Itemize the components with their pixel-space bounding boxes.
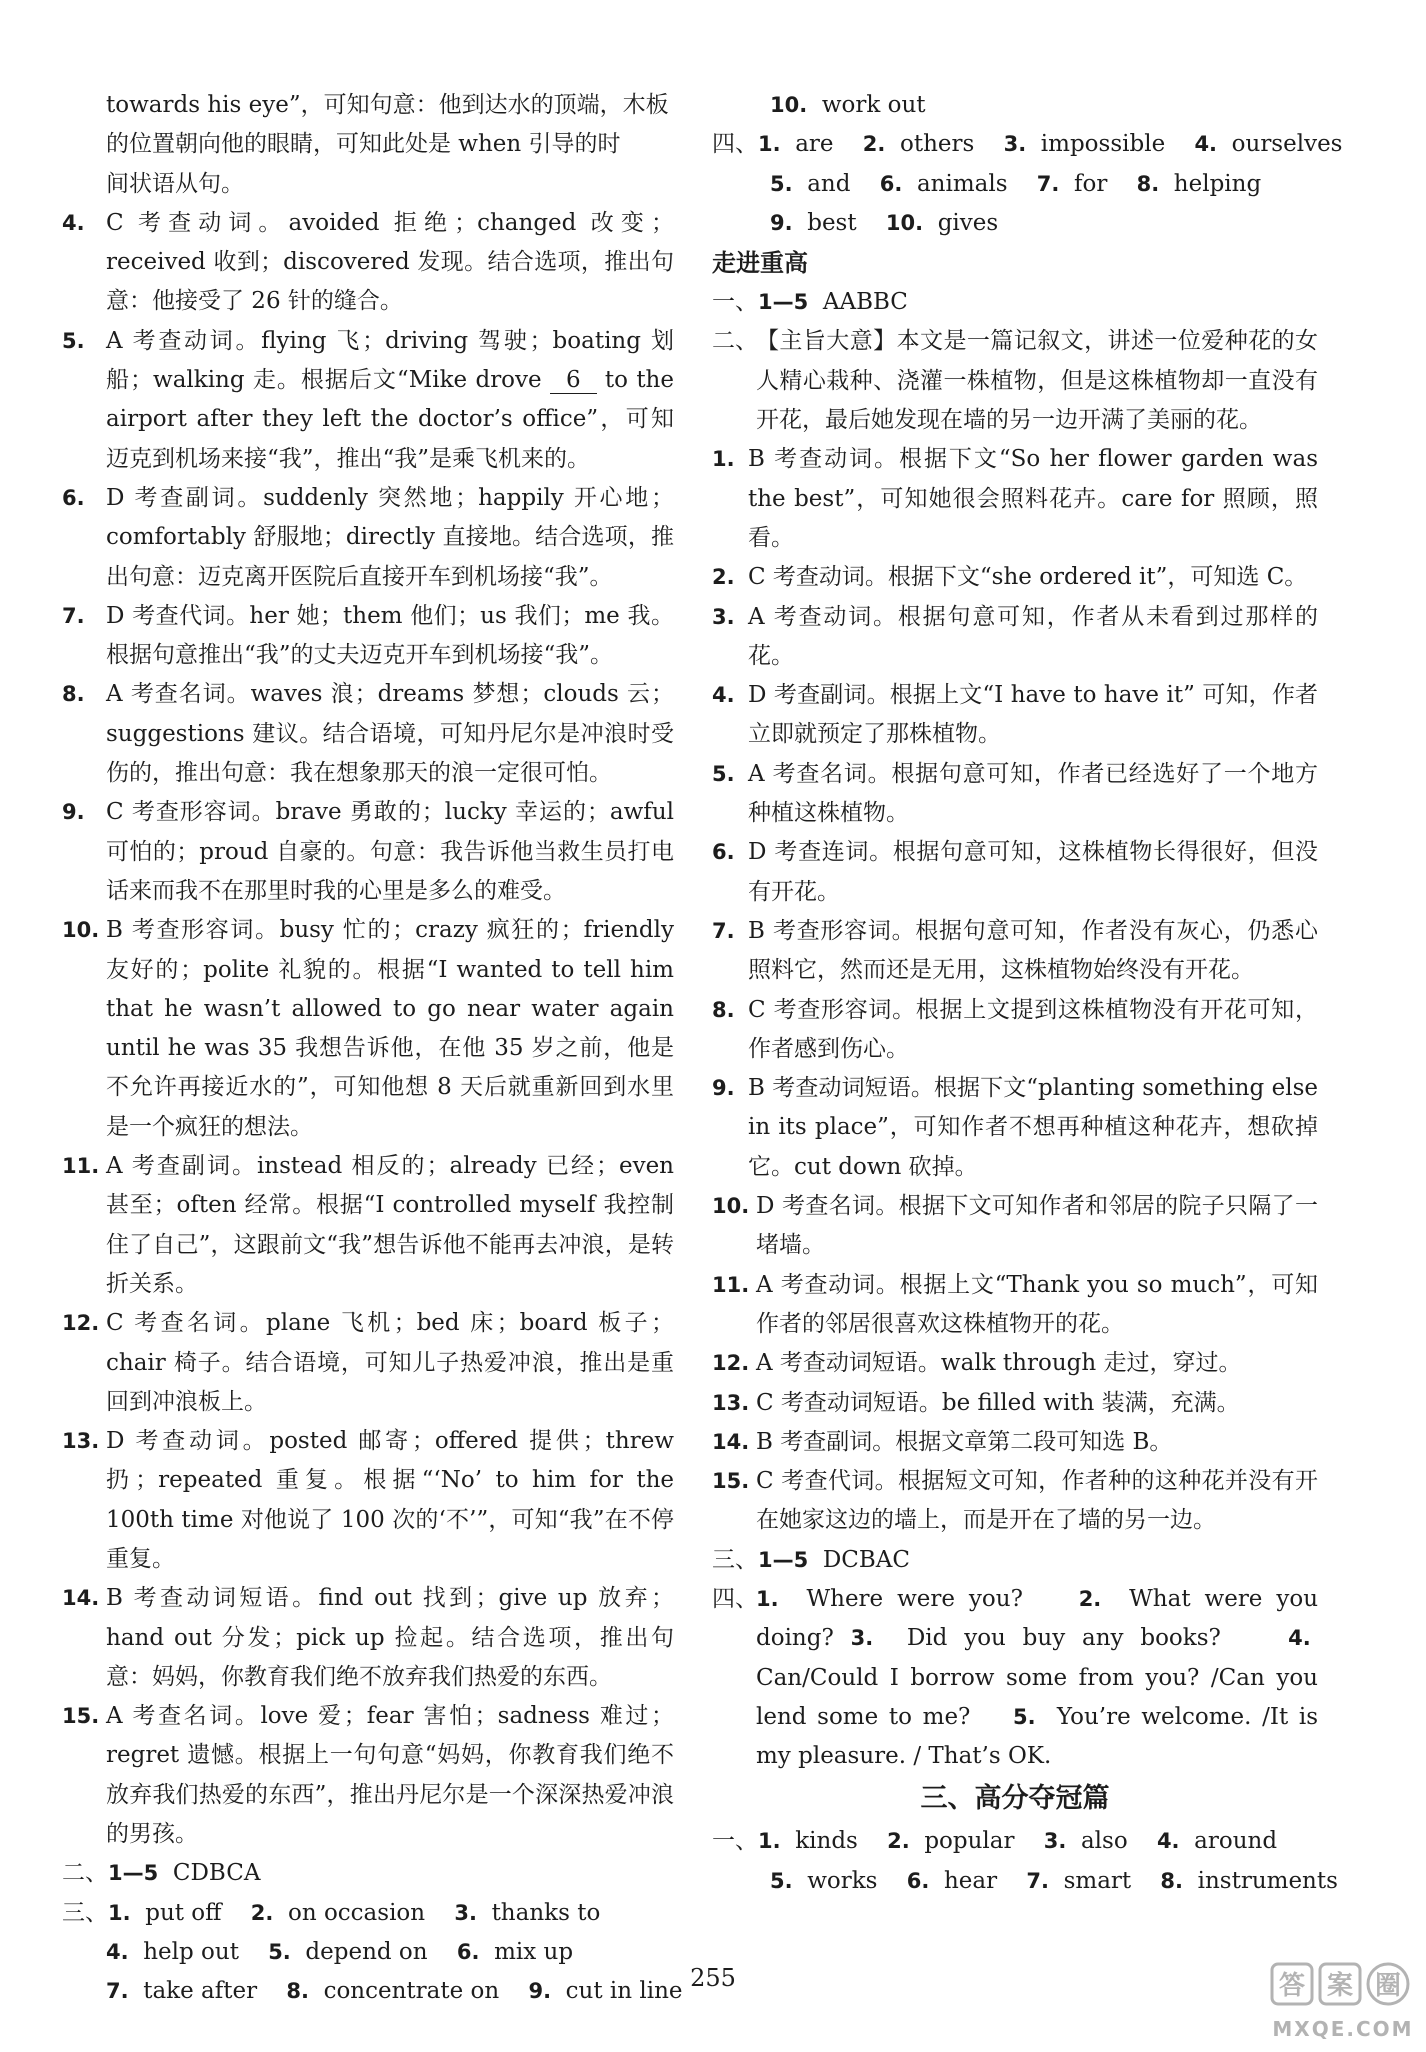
part-2-summary	[712, 322, 1318, 440]
answer: concentrate on	[323, 1978, 500, 2005]
answer-item-8	[712, 991, 1318, 1070]
item-number: 3.	[712, 604, 735, 629]
answer: What were you doing?	[756, 1585, 1319, 1652]
part-3-answers	[712, 1541, 1318, 1580]
answer-item-13	[712, 1384, 1318, 1423]
answer-letters: AABBC	[822, 289, 908, 316]
item-text: D 考查副词。suddenly 突然地；happily 开心地；comfortably 舒服地；directly 直接地。结合选项，推出句意：迈克离开医院后直接开车到机场接“我”。	[106, 484, 674, 590]
part-1b-row-2	[712, 1862, 1338, 1901]
section-label: 二、	[712, 328, 758, 355]
q-number: 1.	[756, 1586, 779, 1611]
answer-item-5	[712, 755, 1318, 834]
answer: gives	[937, 209, 999, 236]
part-4-row-3	[712, 204, 1318, 243]
item-text: A 考查动词短语。walk through 走过，穿过。	[756, 1350, 1242, 1377]
sentence-answers	[756, 1580, 1318, 1776]
answer: instruments	[1197, 1867, 1338, 1894]
part-4-row-1	[712, 125, 1343, 164]
item-number: 4.	[712, 683, 735, 708]
answer: others	[900, 131, 975, 158]
answer: popular	[924, 1828, 1015, 1855]
item-number: 13.	[712, 1390, 750, 1415]
item-number: 12.	[712, 1351, 750, 1376]
item-number: 7.	[62, 603, 85, 628]
chapter-title: 三、高分夺冠篇	[920, 1783, 1110, 1815]
q-number: 4.	[106, 1939, 129, 1964]
page-number: 255	[690, 1964, 736, 1992]
left-column	[62, 86, 683, 2012]
q-number: 4.	[1156, 1829, 1180, 1854]
intro-line: towards his eye”，可知句意：他到达水的顶端，木板	[106, 92, 669, 118]
answer: cut in line	[565, 1978, 683, 2005]
summary-text: 【主旨大意】本文是一篇记叙文，讲述一位爱种花的女人精心栽种、浇灌一株植物，但是这株植物却一直没有开花，最后她发现在墙的另一边开满了美丽的花。	[756, 328, 1318, 434]
answer: work out	[821, 92, 926, 118]
item-number: 4.	[62, 210, 85, 235]
q-number: 5.	[770, 1868, 793, 1893]
answer-item-5	[62, 322, 674, 479]
answer-item-1	[712, 440, 1318, 558]
answer: hear	[943, 1867, 998, 1894]
item-number: 15.	[62, 1704, 100, 1729]
q-number: 3.	[1003, 132, 1027, 157]
section-label: 四、	[712, 131, 758, 158]
item-number: 8.	[712, 997, 735, 1022]
q-number: 2.	[862, 132, 886, 157]
answer-item-4	[712, 676, 1318, 755]
answer: You’re welcome. /It is my pleasure. / That’s OK.	[756, 1703, 1318, 1770]
answer: Can/Could I borrow some from you? /Can you lend some to me?	[756, 1664, 1318, 1730]
q-number: 3.	[850, 1626, 874, 1651]
answer-item-6	[62, 479, 674, 597]
item-text: B 考查副词。根据文章第二段可知选 B。	[756, 1428, 1173, 1455]
answer-item-14	[62, 1579, 674, 1697]
item-text: B 考查动词短语。find out 找到；give up 放弃；hand out 分发；pick up 捡起。结合选项，推出句意：妈妈，你教育我们绝不放弃我们热爱的东西。	[106, 1585, 674, 1690]
answer-item-15	[62, 1697, 674, 1854]
item-number: 11.	[712, 1272, 750, 1297]
q-number: 5.	[1013, 1704, 1036, 1729]
answer: depend on	[305, 1938, 428, 1965]
answer: kinds	[795, 1828, 858, 1855]
item-text: B 考查形容词。busy 忙的；crazy 疯狂的；friendly 友好的；polite 礼貌的。根据“I wanted to tell him that he wasn’t allowed to go near water again until he was 35 我想告诉他，在他 35 岁之前，他是不允许再接近水的”，可知他想 8 天后就重新回到水里是一个疯狂的想法。	[106, 917, 674, 1140]
intro-paragraph	[62, 86, 674, 204]
answer: impossible	[1040, 131, 1166, 158]
answer-item-10	[712, 1187, 1318, 1266]
part-4-sentences	[712, 1580, 1318, 1776]
item-text: D 考查副词。根据上文“I have to have it” 可知，作者立即就预定了那株植物。	[748, 682, 1318, 748]
item-number: 14.	[62, 1586, 100, 1611]
q-number: 10.	[770, 93, 808, 117]
part-3-continued-row	[712, 86, 1318, 125]
item-text: A 考查动词。根据上文“Thank you so much”，可知作者的邻居很喜欢这株植物开的花。	[756, 1271, 1318, 1337]
answer-letters: CDBCA	[172, 1860, 261, 1887]
q-number: 8.	[286, 1979, 309, 2004]
answer: Did you buy any books?	[906, 1625, 1221, 1652]
answer-item-7	[712, 912, 1318, 991]
section-label: 二、	[62, 1860, 108, 1887]
q-number: 3.	[1043, 1829, 1067, 1854]
answer-item-12	[62, 1304, 674, 1422]
answer: are	[795, 131, 834, 158]
answer-item-6	[712, 833, 1318, 912]
answer-item-7	[62, 597, 674, 676]
question-range: 1—5	[758, 1547, 809, 1572]
q-number: 5.	[770, 171, 793, 196]
q-number: 5.	[268, 1939, 291, 1964]
answer-item-14	[712, 1423, 1318, 1462]
part-1b-row-1	[712, 1822, 1318, 1861]
q-number: 7.	[1026, 1868, 1049, 1893]
answer-item-8	[62, 675, 674, 793]
answer-letters: DCBAC	[822, 1546, 911, 1573]
item-text: B 考查动词。根据下文“So her flower garden was the best”，可知她很会照料花卉。care for 照顾，照看。	[748, 446, 1318, 551]
section-label: 三、	[712, 1546, 758, 1573]
item-number: 13.	[62, 1429, 100, 1454]
item-number: 5.	[62, 328, 85, 353]
svg-text:圈: 圈	[1374, 1971, 1402, 2001]
item-number: 12.	[62, 1311, 100, 1336]
item-text: D 考查动词。posted 邮寄；offered 提供；threw 扔；repeated 重复。根据“‘No’ to him for the 100th time 对他说了 100 次的‘不’”，可知“我”在不停重复。	[106, 1428, 674, 1572]
answer: on occasion	[287, 1899, 426, 1926]
answer-item-11	[712, 1266, 1318, 1345]
q-number: 9.	[770, 210, 793, 235]
item-text: C 考查代词。根据短文可知，作者种的这种花并没有开在她家这边的墙上，而是开在了墙的另一边。	[756, 1468, 1318, 1534]
q-number: 4.	[1288, 1626, 1311, 1651]
answer: helping	[1173, 170, 1262, 197]
q-number: 2.	[1078, 1586, 1102, 1611]
answer-item-4	[62, 204, 674, 322]
answer: help out	[143, 1938, 239, 1965]
item-text: A 考查名词。waves 浪；dreams 梦想；clouds 云；suggestions 建议。结合语境，可知丹尼尔是冲浪时受伤的，推出句意：我在想象那天的浪一定很可怕。	[106, 681, 674, 787]
answer-item-11	[62, 1147, 674, 1304]
section-label: 三、	[62, 1899, 108, 1926]
answer: around	[1194, 1828, 1278, 1855]
answer-item-15	[712, 1462, 1318, 1541]
item-text-before: A 考查动词。flying 飞；driving 驾驶；boating 划船；walking 走。根据后文“Mike drove	[106, 327, 674, 394]
item-text-after: to the airport after they left the doctor’s office”，可知迈克到机场来接“我”，推出“我”是乘飞机来的。	[106, 367, 674, 472]
answer-item-9	[62, 793, 674, 911]
answer-item-12	[712, 1344, 1318, 1383]
item-number: 11.	[62, 1154, 100, 1179]
item-text: A 考查名词。根据句意可知，作者已经选好了一个地方种植这株植物。	[748, 760, 1318, 827]
answer: put off	[145, 1899, 222, 1926]
q-number: 6.	[879, 171, 903, 196]
item-text: B 考查动词短语。根据下文“planting something else in its place”，可知作者不想再种植这种花卉，想砍掉它。cut down 砍掉。	[748, 1075, 1318, 1180]
answer: Where were you?	[806, 1585, 1023, 1612]
answer: smart	[1063, 1867, 1132, 1894]
q-number: 9.	[528, 1979, 552, 2004]
intro-line: 间状语从句。	[106, 170, 244, 197]
item-number: 10.	[62, 918, 100, 943]
part-4-row-2	[712, 165, 1318, 204]
q-number: 6.	[906, 1868, 930, 1893]
q-number: 8.	[1160, 1868, 1183, 1893]
q-number: 1.	[758, 1829, 781, 1854]
item-text: C 考查形容词。brave 勇敢的；lucky 幸运的；awful 可怕的；proud 自豪的。句意：我告诉他当救生员打电话来而我不在那里时我的心里是多么的难受。	[106, 799, 674, 904]
item-number: 9.	[62, 800, 85, 825]
question-range: 1—5	[108, 1861, 159, 1886]
section-label: 一、	[712, 1828, 758, 1855]
item-text: C 考查形容词。根据上文提到这株植物没有开花可知，作者感到伤心。	[748, 996, 1318, 1062]
item-text: A 考查副词。instead 相反的；already 已经；even 甚至；often 经常。根据“I controlled myself 我控制住了自己”，这跟前文“我”想告诉他不能再去冲浪，是转折关系。	[106, 1153, 674, 1297]
answer: ourselves	[1231, 131, 1343, 158]
item-text: D 考查连词。根据句意可知，这株植物长得很好，但没有开花。	[748, 839, 1318, 905]
answer: take after	[143, 1978, 258, 2005]
item-text: B 考查形容词。根据句意可知，作者没有灰心，仍悉心照料它，然而还是无用，这株植物始终没有开花。	[748, 917, 1318, 984]
svg-text:案: 案	[1326, 1971, 1354, 2001]
q-number: 7.	[1036, 171, 1060, 196]
item-text: C 考查动词短语。be filled with 装满，充满。	[756, 1389, 1240, 1416]
item-number: 6.	[62, 485, 85, 510]
svg-text:MXQE.COM: MXQE.COM	[1272, 2017, 1414, 2041]
q-number: 4.	[1194, 132, 1218, 157]
item-number: 10.	[712, 1194, 750, 1219]
answer-item-3	[712, 598, 1318, 677]
item-number: 2.	[712, 565, 735, 590]
item-number: 15.	[712, 1469, 750, 1494]
answer-item-10	[62, 911, 674, 1147]
blank-number: 6	[550, 367, 597, 394]
q-number: 8.	[1136, 171, 1160, 196]
item-text: C 考查动词。根据下文“she ordered it”，可知选 C。	[748, 564, 1308, 591]
right-column	[712, 86, 1343, 1901]
part-3-row-1	[62, 1894, 674, 1933]
answer: thanks to	[491, 1899, 601, 1926]
q-number: 1.	[758, 132, 781, 157]
answer: also	[1080, 1828, 1128, 1855]
answer-item-13	[62, 1422, 674, 1579]
q-number: 2.	[887, 1829, 910, 1854]
item-text	[106, 322, 674, 479]
q-number: 1.	[108, 1900, 131, 1925]
item-number: 6.	[712, 840, 735, 865]
item-text: C 考查名词。plane 飞机；bed 床；board 板子；chair 椅子。结合语境，可知儿子热爱冲浪，推出是重回到冲浪板上。	[106, 1310, 674, 1415]
item-text: D 考查代词。her 她；them 他们；us 我们；me 我。根据句意推出“我”的丈夫迈克开车到机场接“我”。	[106, 602, 674, 669]
answer: and	[807, 170, 851, 197]
section-label: 四、	[712, 1585, 758, 1612]
item-text: A 考查名词。love 爱；fear 害怕；sadness 难过；regret 遗憾。根据上一句句意“妈妈，你教育我们绝不放弃我们热爱的东西”，推出丹尼尔是一个深深热爱冲浪的男孩。	[106, 1703, 674, 1848]
question-range: 1—5	[758, 290, 809, 315]
item-number: 1.	[712, 447, 735, 472]
item-number: 9.	[712, 1076, 735, 1101]
part-1-answers	[712, 283, 1318, 322]
item-number: 14.	[712, 1429, 750, 1454]
answer-item-9	[712, 1069, 1318, 1187]
q-number: 2.	[250, 1900, 274, 1925]
item-text: A 考查动词。根据句意可知，作者从未看到过那样的花。	[748, 603, 1318, 669]
answer: mix up	[494, 1938, 574, 1965]
watermark-logo	[1268, 1958, 1418, 2048]
section-label: 一、	[712, 289, 758, 316]
answer: animals	[916, 170, 1008, 197]
item-number: 8.	[62, 682, 85, 707]
answer: works	[807, 1867, 878, 1894]
svg-text:答: 答	[1278, 1971, 1306, 2001]
item-text: C 考查动词。avoided 拒绝；changed 改变；received 收到；discovered 发现。结合选项，推出句意：他接受了 26 针的缝合。	[106, 209, 674, 315]
q-number: 10.	[885, 210, 924, 235]
q-number: 3.	[454, 1900, 477, 1925]
section-title: 走进重高	[712, 248, 808, 278]
answer-item-2	[712, 558, 1318, 597]
q-number: 6.	[456, 1939, 480, 1964]
answer: best	[807, 209, 857, 236]
item-number: 5.	[712, 761, 735, 786]
part-2-answers	[62, 1854, 674, 1893]
intro-line: 的位置朝向他的眼睛，可知此处是 when 引导的时	[106, 131, 621, 158]
q-number: 7.	[106, 1979, 129, 2004]
item-text: D 考查名词。根据下文可知作者和邻居的院子只隔了一堵墙。	[756, 1193, 1318, 1259]
item-number: 7.	[712, 918, 735, 943]
answer: for	[1073, 170, 1108, 197]
